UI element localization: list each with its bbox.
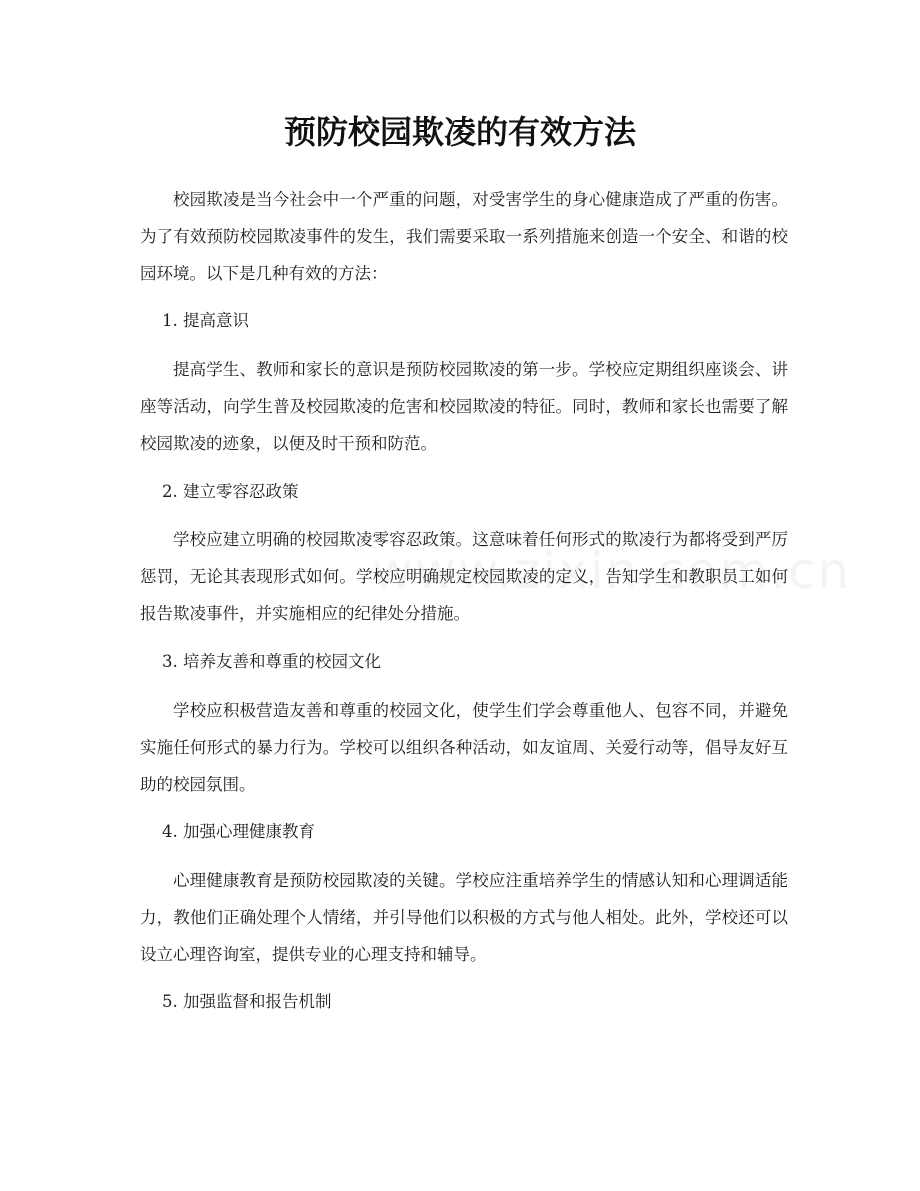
section-heading-5: 5. 加强监督和报告机制 xyxy=(162,992,332,1011)
section-heading-4: 4. 加强心理健康教育 xyxy=(162,822,315,841)
section-paragraph-1: 提高学生、教师和家长的意识是预防校园欺凌的第一步。学校应定期组织座谈会、讲座等活动，向学生普及校园欺凌的危害和校园欺凌的特征。同时，教师和家长也需要了解校园欺凌的迹象，以便及时干预和防范。 xyxy=(140,360,788,453)
section-heading-3: 3. 培养友善和尊重的校园文化 xyxy=(162,652,381,671)
intro-paragraph: 校园欺凌是当今社会中一个严重的问题，对受害学生的身心健康造成了严重的伤害。为了有效预防校园欺凌事件的发生，我们需要采取一系列措施来创造一个安全、和谐的校园环境。以下是几种有效的方法： xyxy=(140,190,788,283)
document-title: 预防校园欺凌的有效方法 xyxy=(283,113,636,151)
section-heading-2: 2. 建立零容忍政策 xyxy=(162,482,299,501)
section-paragraph-4: 心理健康教育是预防校园欺凌的关键。学校应注重培养学生的情感认知和心理调适能力，教他们正确处理个人情绪，并引导他们以积极的方式与他人相处。此外，学校还可以设立心理咨询室，提供专业的心理支持和辅导。 xyxy=(140,871,788,964)
section-paragraph-2: 学校应建立明确的校园欺凌零容忍政策。这意味着任何形式的欺凌行为都将受到严厉惩罚，无论其表现形式如何。学校应明确规定校园欺凌的定义，告知学生和教职员工如何报告欺凌事件，并实施相应的纪律处分措施。 xyxy=(140,530,788,623)
section-paragraph-3: 学校应积极营造友善和尊重的校园文化，使学生们学会尊重他人、包容不同，并避免实施任何形式的暴力行为。学校可以组织各种活动，如友谊周、关爱行动等，倡导友好互助的校园氛围。 xyxy=(140,701,788,794)
section-heading-1: 1. 提高意识 xyxy=(162,311,249,330)
